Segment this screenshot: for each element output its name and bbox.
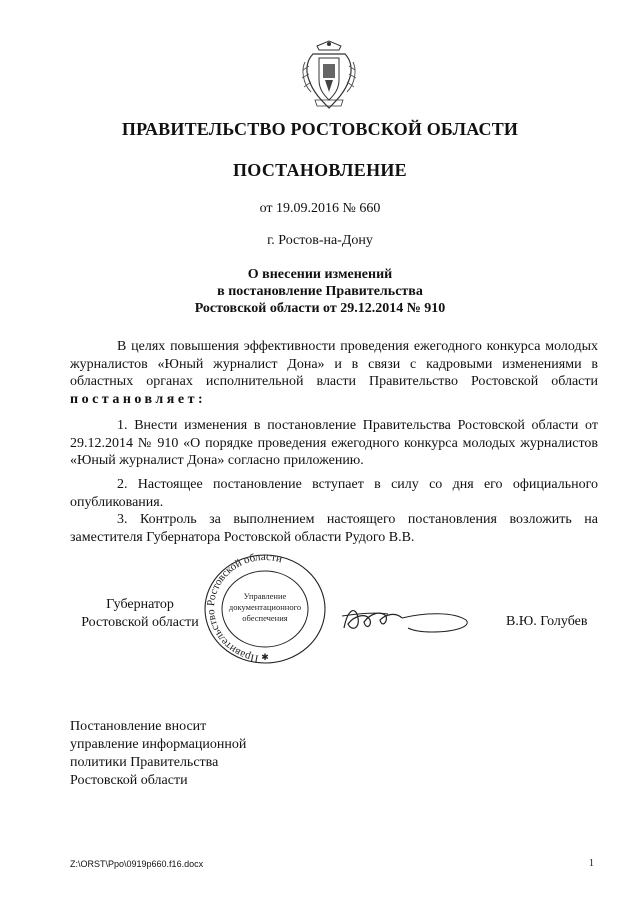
signatory-name: В.Ю. Голубев: [506, 614, 588, 629]
document-city: г. Ростов-на-Дону: [267, 233, 373, 248]
submitted-by-line-3: политики Правительства: [70, 755, 219, 770]
stamp-ring-text: Правительство Ростовской области: [205, 552, 284, 665]
subject-line-2: в постановление Правительства: [217, 284, 423, 299]
preamble-paragraph: [70, 338, 598, 408]
document-type-title: ПОСТАНОВЛЕНИЕ: [233, 160, 407, 180]
item-1-paragraph: 1. Внести изменения в постановление Правительства Ростовской области от 29.12.2014 № 910 «О порядке проведения ежегодного конкурса молодых журналистов «Юный журналист Дона» согласно приложению.: [70, 418, 598, 468]
signatory-title-line-1: Губернатор: [106, 597, 174, 612]
subject-line-3: Ростовской области от 29.12.2014 № 910: [194, 301, 446, 316]
page-number: 1: [589, 858, 594, 869]
handwritten-signature: [336, 598, 476, 638]
submitted-by-line-2: управление информационной: [70, 737, 247, 752]
stamp-center-line-2: документационного: [228, 602, 302, 612]
submitted-by-line-1: Постановление вносит: [70, 719, 207, 734]
submitted-by-note: [70, 718, 246, 790]
signatory-title: [70, 596, 210, 632]
item-3-paragraph: 3. Контроль за выполнением настоящего постановления возложить на заместителя Губернатора Ростовской области Рудого В.В.: [70, 512, 598, 545]
stamp-center-line-3: обеспечения: [242, 613, 288, 623]
preamble-text: В целях повышения эффективности проведения ежегодного конкурса молодых журналистов «Юный журналист Дона» и в связи с кадровыми изменениями в областных органах исполнительной власти Правительство Ростовской области: [70, 339, 598, 389]
coat-of-arms-emblem: [299, 40, 359, 112]
item-2-paragraph: 2. Настоящее постановление вступает в силу со дня его официального опубликования.: [70, 477, 598, 510]
stamp-center-line-1: Управление: [243, 591, 287, 601]
document-subject: [0, 266, 640, 317]
resolves-word: постановляет:: [70, 391, 207, 407]
subject-line-1: О внесении изменений: [247, 267, 393, 282]
stamp-star-icon: ✱: [261, 652, 269, 662]
file-path: Z:\ORST\Ppo\0919p660.f16.docx: [70, 859, 204, 869]
submitted-by-line-4: Ростовской области: [70, 773, 188, 788]
document-date-number: от 19.09.2016 № 660: [259, 201, 381, 216]
official-stamp: [200, 552, 330, 667]
signatory-title-line-2: Ростовской области: [81, 615, 199, 630]
organization-title: ПРАВИТЕЛЬСТВО РОСТОВСКОЙ ОБЛАСТИ: [121, 119, 519, 139]
